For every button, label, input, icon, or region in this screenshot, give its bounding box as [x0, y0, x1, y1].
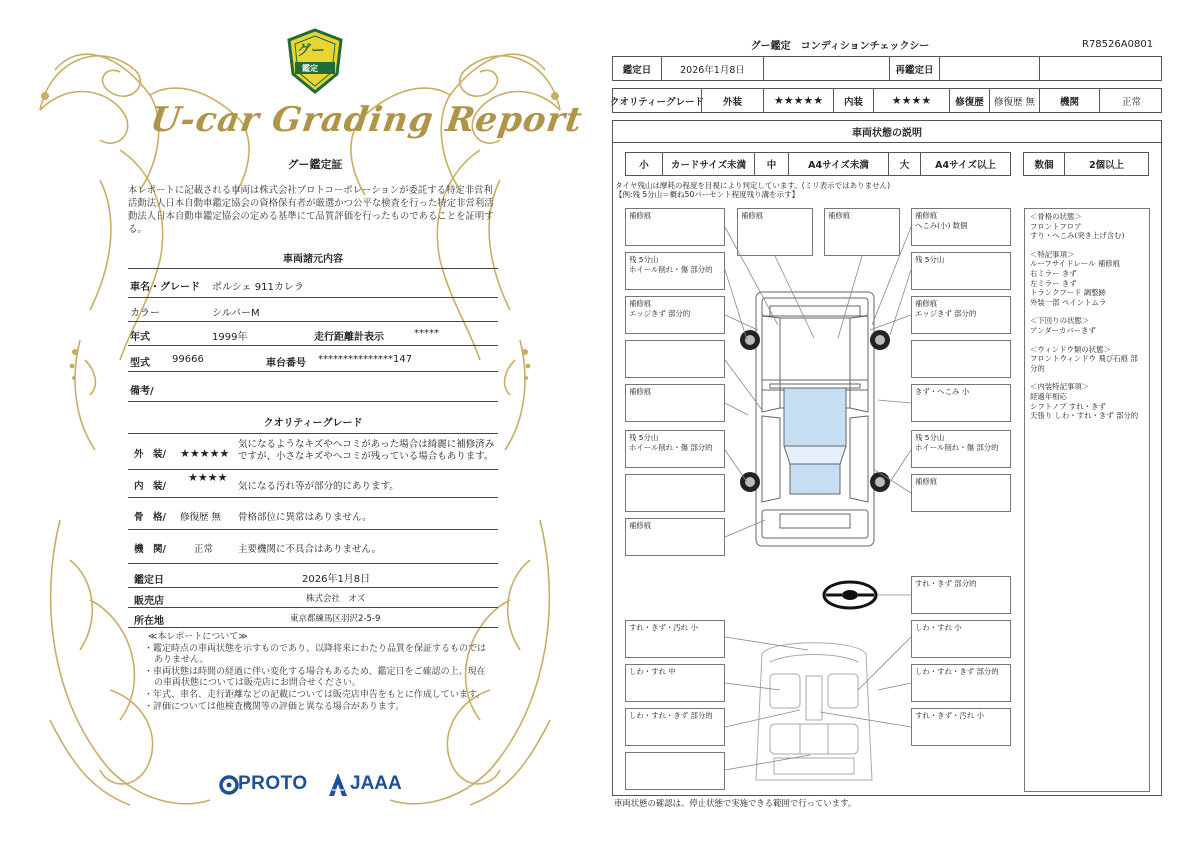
panel-line: シフトノブ すれ・きず [1030, 401, 1106, 411]
engine-desc: 主要機関に不具合はありません。 [238, 544, 382, 555]
spec-chassis-value: ***************147 [318, 354, 413, 365]
size-large-label: 大 [888, 153, 920, 175]
spec-row-year [128, 322, 498, 346]
engine-label: 機 関/ [134, 544, 166, 555]
size-large-desc: A4サイズ以上 [920, 153, 1010, 175]
damage-box-right: 補修痕 へこみ(小) 数個 [911, 208, 1011, 246]
size-small-desc: カードサイズ未満 [662, 153, 754, 175]
info-address-label: 所在地 [134, 616, 164, 627]
damage-box-right: 補修痕 エッジきず 部分的 [911, 296, 1011, 334]
panel-group [1030, 212, 1144, 241]
date-row [612, 56, 1162, 81]
damage-box-left [625, 474, 725, 512]
notes-heading: ≪本レポートについて≫ [148, 632, 248, 642]
tire-note-1: タイヤ残山は摩耗の程度を目視により判定しています。(ミリ表示ではありません) [615, 181, 891, 190]
damage-box-left: 残 5分山 ホイール削れ・傷 部分的 [625, 252, 725, 290]
panel-line: 天張り しわ・すれ・きず 部分的 [1030, 411, 1139, 421]
emblem-top-text: グー [297, 43, 325, 59]
emblem-bottom-text: 鑑定 [302, 64, 318, 73]
panel-group [1030, 316, 1144, 335]
size-legend [625, 152, 1011, 176]
panel-line: アンダーカバーきず [1030, 325, 1096, 335]
info-shop-value: 株式会社 オズ [306, 594, 366, 604]
date-value: 2026年1月8日 [661, 57, 763, 80]
car-interior-diagram [750, 634, 878, 784]
damage-box-right [911, 340, 1011, 378]
panel-line: ルーフサイドレール 補修痕 [1030, 259, 1121, 269]
grade-label: クオリティーグレード [609, 96, 705, 108]
interior-box-left: しわ・すれ 中 [625, 664, 725, 702]
spec-model-value: 99666 [172, 354, 204, 365]
spec-chassis-label: 車台番号 [266, 358, 306, 369]
spec-year-value: 1999年 [212, 332, 248, 343]
info-address-value: 東京都練馬区羽沢2-5-9 [290, 614, 381, 624]
engine-value: 正常 [194, 544, 214, 555]
empty-cell [763, 57, 889, 80]
interior-box-right: しわ・すれ・きず 部分的 [911, 664, 1011, 702]
quality-row-frame [128, 498, 498, 530]
spec-year-label: 年式 [130, 332, 150, 343]
size-small-label: 小 [639, 160, 649, 171]
note-item: ・鑑定時点の車両状態を示すものであり、以降将来にわたり品質を保証するものではありません。 [144, 643, 487, 666]
damage-box-left: 補修痕 エッジきず 部分的 [625, 296, 725, 334]
size-mid-label: 中 [754, 153, 788, 175]
note-item: ・評価については他検査機関等の評価と異なる場合があります。 [144, 701, 405, 712]
logo-bar [218, 770, 418, 800]
interior-box-left [625, 752, 725, 790]
ext-stars: ★★★★★ [763, 89, 833, 112]
panel-heading: ＜内装特記事項＞ [1030, 382, 1090, 392]
panel-line: 経過年相応 [1030, 391, 1067, 401]
recheck-value [939, 57, 1039, 80]
damage-box-top: 補修痕 [824, 208, 900, 256]
divider [128, 433, 498, 434]
interior-label: 内 装/ [134, 481, 166, 492]
damage-box-right: 残 5分山 ホイール削れ・傷 部分的 [911, 430, 1011, 468]
divider [128, 268, 498, 269]
exterior-desc: 気になるようなキズやヘコミがあった場合は綺麗に補修済みですが、小さなキズやヘコミが残っている場合もあります。 [238, 439, 495, 462]
frame-label: 骨 格/ [134, 512, 166, 523]
report-code: R78526A0801 [1082, 39, 1154, 50]
exterior-label: 外 装/ [134, 449, 166, 460]
info-date-label: 鑑定日 [134, 575, 164, 586]
condition-checksheet-page [600, 0, 1200, 848]
panel-line: フロントウィンドウ 飛び石痕 部分的 [1030, 354, 1138, 373]
certificate-title: グー鑑定証 [287, 158, 343, 171]
count-label: 数個 [1034, 160, 1054, 171]
panel-heading: ＜下回りの状態＞ [1030, 316, 1090, 326]
spec-row-color [128, 298, 498, 322]
special-notes-panel [1024, 208, 1150, 792]
panel-group [1030, 250, 1144, 308]
damage-box-right: きず・へこみ 小 [911, 384, 1011, 422]
footer-note: 車両状態の確認は、停止状態で実施できる範囲で行っています。 [614, 798, 857, 808]
interior-box-left: すれ・きず・汚れ 小 [625, 620, 725, 658]
proto-logo-text: PROTO [238, 773, 308, 794]
history-label: 修復歴 [949, 89, 989, 112]
info-row-shop [128, 588, 498, 608]
damage-box-right: 残 5分山 [911, 252, 1011, 290]
damage-box-right: 補修痕 [911, 474, 1011, 512]
proto-logo-icon [218, 774, 240, 796]
spec-section-title: 車両諸元内容 [283, 254, 343, 265]
car-diagram [740, 288, 890, 550]
int-label: 内装 [833, 89, 873, 112]
jaaa-logo-text: JAAA [350, 773, 402, 794]
panel-line: すり・へこみ(突き上げ含む) [1030, 231, 1125, 241]
interior-desc: 気になる汚れ等が部分的にあります。 [238, 481, 399, 492]
spec-mileage-label: 走行距離計表示 [314, 332, 384, 343]
description-title: 車両状態の説明 [613, 121, 1161, 143]
engine-value: 正常 [1099, 89, 1163, 112]
engine-label: 機関 [1039, 89, 1099, 112]
spec-remarks-label: 備考/ [130, 386, 154, 397]
damage-box-left: 補修痕 [625, 384, 725, 422]
empty-cell [1039, 57, 1163, 80]
panel-heading: ＜ウィンドウ類の状態＞ [1030, 344, 1111, 354]
panel-line: フロントフロア [1030, 221, 1082, 231]
interior-box-left: しわ・すれ・きず 部分的 [625, 708, 725, 746]
damage-box-left: 補修痕 [625, 518, 725, 556]
frame-value: 修復歴 無 [180, 512, 222, 523]
jaaa-logo-icon [328, 772, 348, 798]
panel-line: 外装一部 ペイントムラ [1030, 297, 1107, 307]
damage-box-top: 補修痕 [737, 208, 813, 256]
ext-label: 外装 [701, 89, 763, 112]
info-date-value: 2026年1月8日 [302, 574, 371, 585]
spec-name-value: ポルシェ 911カレラ [212, 282, 304, 293]
damage-box-left [625, 340, 725, 378]
quality-row-interior [128, 470, 498, 498]
panel-line: トランクフード 調整跡 [1030, 288, 1106, 298]
info-row-address [128, 608, 498, 628]
date-label: 鑑定日 [622, 64, 652, 76]
steering-wheel-icon [822, 580, 878, 610]
recheck-label: 再鑑定日 [889, 57, 939, 80]
spec-name-label: 車名・グレード [130, 282, 200, 293]
goo-emblem [285, 28, 345, 94]
interior-box-right: すれ・きず・汚れ 小 [911, 708, 1011, 746]
note-item: ・年式、車名、走行距離などの記載については販売店申告をもとに作成しています。 [144, 689, 486, 700]
interior-box-right: しわ・すれ 小 [911, 620, 1011, 658]
spec-row-model [128, 346, 498, 372]
panel-group [1030, 382, 1144, 420]
info-row-date [128, 566, 498, 588]
checksheet-title: グー鑑定 コンディションチェックシー [750, 41, 930, 52]
steering-damage-box: すれ・きず 部分的 [911, 576, 1011, 614]
panel-line: 左ミラー きず [1030, 278, 1077, 288]
interior-stars: ★★★★ [188, 471, 228, 484]
spec-model-label: 型式 [130, 358, 150, 369]
tire-note-2: 【例:残 5分山＝概ね50パーセント程度残り溝を示す】 [615, 190, 800, 199]
damage-box-left: 残 5分山 ホイール削れ・傷 部分的 [625, 430, 725, 468]
damage-box-left: 補修痕 [625, 208, 725, 246]
quality-row-exterior [128, 436, 498, 470]
report-notes [140, 632, 490, 713]
frame-desc: 骨格部位に異常はありません。 [238, 512, 372, 523]
panel-line: 右ミラー きず [1030, 268, 1077, 278]
spec-row-name [128, 270, 498, 298]
history-value: 修復歴 無 [989, 89, 1039, 112]
quality-section-title: クオリティーグレード [263, 418, 363, 429]
note-item: ・車両状態は時間の経過に伴い変化する場合もあるため、鑑定日をご確認の上、現在の車両状態については販売店にお問合せください。 [144, 666, 486, 689]
exterior-stars: ★★★★★ [180, 447, 230, 460]
panel-heading: ＜骨格の状態＞ [1030, 212, 1082, 221]
spec-row-remarks [128, 372, 498, 402]
info-shop-label: 販売店 [134, 596, 164, 607]
count-desc: 2個以上 [1064, 153, 1148, 175]
report-title: U-car Grading Report [147, 100, 586, 140]
spec-color-label: カラー [130, 308, 160, 319]
intro-text: 本レポートに記載される車両は株式会社プロトコーポレーションが委託する特定非営利活動法人日本自動車鑑定協会の資格保有者が厳選かつ公平な検査を行った特定非営利活動法人日本自動車鑑定協会の定める基準にて品質評価を行ったものであることを証明する。 [128, 185, 494, 235]
grade-row [609, 88, 1162, 113]
panel-group [1030, 345, 1144, 374]
spec-color-value: シルバーM [212, 308, 260, 319]
panel-heading: ＜特記事項＞ [1030, 249, 1075, 259]
quality-row-engine [128, 530, 498, 564]
spec-mileage-value: ***** [414, 328, 439, 339]
count-legend [1023, 152, 1149, 176]
size-mid-desc: A4サイズ未満 [788, 153, 888, 175]
int-stars: ★★★★ [873, 89, 949, 112]
